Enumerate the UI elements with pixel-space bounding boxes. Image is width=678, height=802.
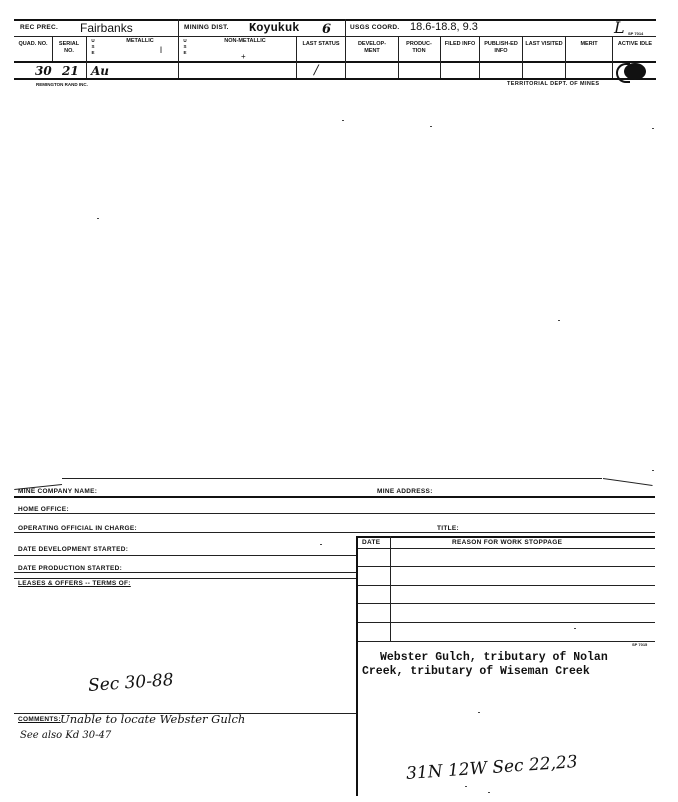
col-production: PRODUC-TION <box>406 41 432 54</box>
col-use-metallic: U S E <box>91 38 95 55</box>
date-development-label: DATE DEVELOPMENT STARTED: <box>18 546 129 553</box>
mine-company-name-label: MINE COMPANY NAME: <box>18 488 98 495</box>
scan-speck <box>558 320 560 321</box>
department-line: TERRITORIAL DEPT. OF MINES <box>507 81 600 87</box>
col-use-nonmetallic: U S E <box>183 38 187 55</box>
col-filed-info: FILED INFO <box>444 41 476 47</box>
active-idle-ring <box>616 63 630 83</box>
col-merit: MERIT <box>580 41 598 47</box>
col-published-info: PUBLISH-ED INFO <box>484 41 518 54</box>
col-last-status: LAST STATUS <box>302 41 340 47</box>
comments-line2: See also Kd 30-47 <box>20 730 112 741</box>
mining-dist-label: MINING DIST. <box>184 24 229 31</box>
row-metallic: Au <box>91 64 110 78</box>
operating-official-label: OPERATING OFFICIAL IN CHARGE: <box>18 525 137 532</box>
col-quad-no: QUAD. NO. <box>18 41 48 47</box>
scan-speck <box>320 544 322 545</box>
row-metallic-mark: l <box>160 45 162 55</box>
printer-line: REMINGTON RAND INC. <box>36 82 88 87</box>
leases-label: LEASES & OFFERS -- TERMS OF: <box>18 580 131 587</box>
date-production-label: DATE PRODUCTION STARTED: <box>18 565 123 572</box>
usgs-coord-value: 18.6-18.8, 9.3 <box>410 21 478 33</box>
col-non-metallic: NON-METALLIC <box>224 38 266 44</box>
corner-mark: L <box>614 18 625 37</box>
location-description: Webster Gulch, tributary of Nolan Creek, tributary of Wiseman Creek <box>362 651 608 678</box>
rec-prec-label: REC PREC. <box>20 24 59 31</box>
scan-speck <box>342 120 344 121</box>
col-active-idle: ACTIVE IDLE <box>617 41 653 47</box>
col-last-visited: LAST VISITED <box>525 41 563 47</box>
reason-column-header: REASON FOR WORK STOPPAGE <box>452 539 563 546</box>
scan-speck <box>488 792 490 793</box>
scan-speck <box>97 218 99 219</box>
mining-dist-mark: 6 <box>322 22 332 37</box>
col-development: DEVELOP-MENT <box>357 41 387 54</box>
home-office-label: HOME OFFICE: <box>18 506 69 513</box>
row-serial-no: 21 <box>62 64 79 78</box>
comments-text: Unable to locate Webster Gulch <box>60 712 246 726</box>
scan-speck <box>652 470 654 471</box>
col-serial-no: SERIAL NO. <box>58 41 80 54</box>
col-metallic: METALLIC <box>126 38 154 44</box>
form-number-bottom: SP 7015 <box>632 642 648 647</box>
township-range-section: 31N 12W Sec 22,23 <box>405 752 579 784</box>
mine-address-label: MINE ADDRESS: <box>377 488 433 495</box>
form-number-top: SP 7014 <box>628 31 644 36</box>
mining-dist-value: Koyukuk <box>249 21 300 35</box>
title-label: TITLE: <box>437 525 460 532</box>
row-quad-no: 30 <box>35 64 52 78</box>
comments-label: COMMENTS: <box>18 716 61 723</box>
row-non-metallic-mark: + <box>241 52 246 61</box>
row-last-status: / <box>314 63 319 78</box>
scan-speck <box>430 126 432 127</box>
scan-speck <box>478 712 480 713</box>
date-column-header: DATE <box>362 539 381 546</box>
scan-speck <box>574 628 576 629</box>
scan-speck <box>465 786 467 787</box>
scan-speck <box>652 128 654 129</box>
usgs-coord-label: USGS COORD. <box>350 24 400 31</box>
rec-prec-value: Fairbanks <box>80 21 133 35</box>
handwritten-section-date: Sec 30-88 <box>87 670 175 696</box>
